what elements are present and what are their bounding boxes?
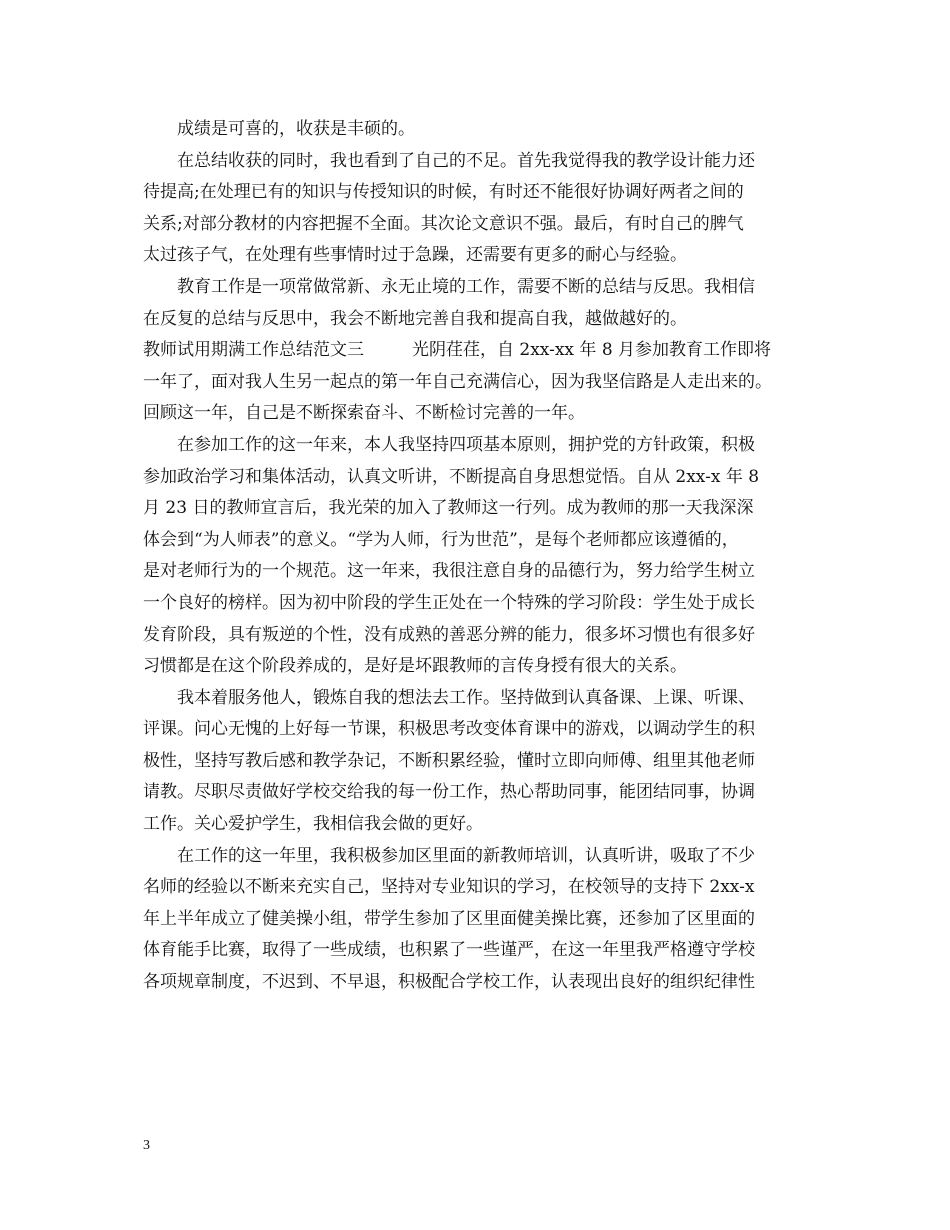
text-line: 在反复的总结与反思中，我会不断地完善自我和提高自我，越做越好的。 bbox=[143, 308, 687, 329]
text-line: 太过孩子气，在处理有些事情时过于急躁，还需要有更多的耐心与经验。 bbox=[143, 245, 687, 266]
text-line: 参加政治学习和集体活动，认真文听讲，不断提高自身思想觉悟。自从 2xx-x 年 8 bbox=[143, 466, 760, 487]
page-number: 3 bbox=[143, 1138, 150, 1153]
section-intro: 光阴荏荏，自 2xx-xx 年 8 月参加教育工作即将 bbox=[412, 340, 772, 361]
section-title: 教师试用期满工作总结范文三 bbox=[143, 340, 364, 361]
text-line: 体育能手比赛，取得了一些成绩，也积累了一些谨严，在这一年里我严格遵守学校 bbox=[143, 940, 755, 961]
text-line: 月 23 日的教师宣言后，我光荣的加入了教师这一行列。成为教师的那一天我深深 bbox=[143, 498, 754, 519]
text-line: 教育工作是一项常做常新、永无止境的工作，需要不断的总结与反思。我相信 bbox=[177, 276, 755, 297]
text-line: 回顾这一年，自己是不断探索奋斗、不断检讨完善的一年。 bbox=[143, 403, 585, 424]
text-line: 待提高;在处理已有的知识与传授知识的时候，有时还不能很好协调好两者之间的 bbox=[143, 182, 744, 203]
text-line: 是对老师行为的一个规范。这一年来，我很注意自身的品德行为，努力给学生树立 bbox=[143, 561, 755, 582]
text-line: 发育阶段，具有叛逆的个性，没有成熟的善恶分辨的能力，很多坏习惯也有很多好 bbox=[143, 624, 755, 645]
text-line: 年上半年成立了健美操小组，带学生参加了区里面健美操比赛，还参加了区里面的 bbox=[143, 908, 755, 929]
text-line: 在参加工作的这一年来，本人我坚持四项基本原则，拥护党的方针政策，积极 bbox=[177, 434, 755, 455]
text-line: 关系;对部分教材的内容把握不全面。其次论文意识不强。最后，有时自己的脾气 bbox=[143, 213, 744, 234]
text-line: 体会到“为人师表”的意义。“学为人师，行为世范”，是每个老师都应该遵循的， bbox=[143, 529, 739, 550]
text-line: 在工作的这一年里，我积极参加区里面的新教师培训，认真听讲，吸取了不少 bbox=[177, 845, 755, 866]
text-line: 工作。关心爱护学生，我相信我会做的更好。 bbox=[143, 814, 483, 835]
text-line: 评课。问心无愧的上好每一节课，积极思考改变体育课中的游戏，以调动学生的积 bbox=[143, 719, 755, 740]
section-title-line bbox=[143, 335, 825, 367]
text-line: 习惯都是在这个阶段养成的，是好是坏跟教师的言传身授有很大的关系。 bbox=[143, 656, 687, 677]
text-line: 我本着服务他人，锻炼自我的想法去工作。坚持做到认真备课、上课、听课、 bbox=[177, 687, 755, 708]
text-line: 极性，坚持写教后感和教学杂记，不断积累经验，懂时立即向师傅、组里其他老师 bbox=[143, 750, 755, 771]
text-line: 在总结收获的同时，我也看到了自己的不足。首先我觉得我的教学设计能力还 bbox=[177, 150, 755, 171]
text-line: 请教。尽职尽责做好学校交给我的每一份工作，热心帮助同事，能团结同事，协调 bbox=[143, 782, 755, 803]
text-line: 名师的经验以不断来充实自己，坚持对专业知识的学习，在校领导的支持下 2xx-x bbox=[143, 877, 755, 898]
text-line: 各项规章制度，不迟到、不早退，积极配合学校工作，认表现出良好的组织纪律性 bbox=[143, 972, 755, 993]
document-body bbox=[143, 114, 825, 999]
text-line: 一个良好的榜样。因为初中阶段的学生正处在一个特殊的学习阶段：学生处于成长 bbox=[143, 592, 755, 613]
text-line: 成绩是可喜的，收获是丰硕的。 bbox=[177, 119, 415, 139]
text-line: 一年了，面对我人生另一起点的第一年自己充满信心，因为我坚信路是人走出来的。 bbox=[143, 371, 772, 392]
